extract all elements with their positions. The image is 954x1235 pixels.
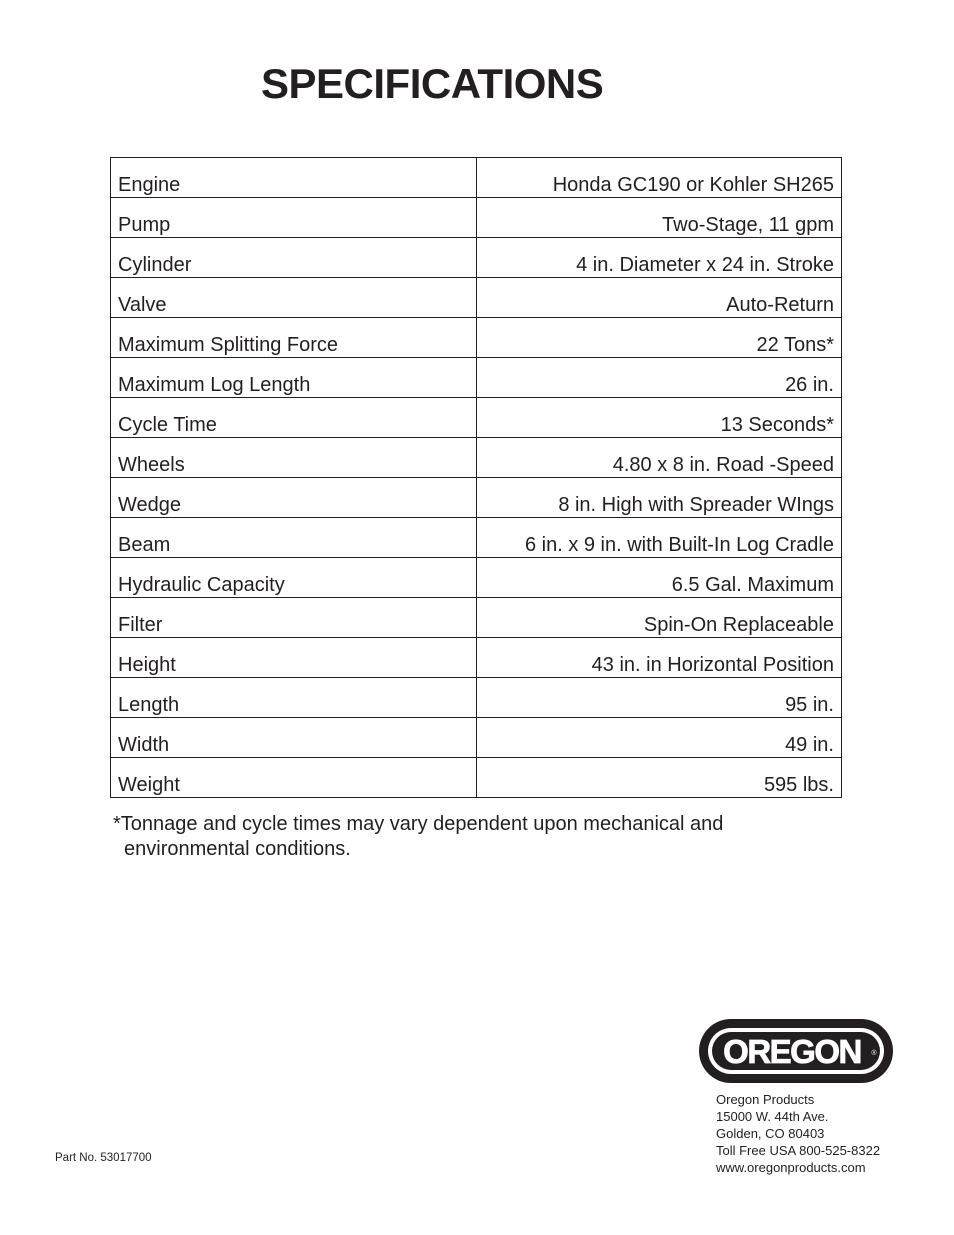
footnote-line-2: environmental conditions. [124, 838, 351, 860]
website: www.oregonproducts.com [716, 1160, 866, 1175]
table-row [111, 638, 842, 678]
spec-value: 6.5 Gal. Maximum [477, 558, 842, 598]
spec-label: Hydraulic Capacity [111, 558, 477, 598]
table-row [111, 158, 842, 198]
page-title: SPECIFICATIONS [261, 60, 604, 107]
spec-label: Maximum Log Length [111, 358, 477, 398]
spec-label: Width [111, 718, 477, 758]
table-row [111, 478, 842, 518]
spec-value: Two-Stage, 11 gpm [477, 198, 842, 238]
table-row [111, 678, 842, 718]
city-state-zip: Golden, CO 80403 [716, 1126, 825, 1141]
table-row [111, 438, 842, 478]
spec-value: 6 in. x 9 in. with Built-In Log Cradle [477, 518, 842, 558]
spec-label: Maximum Splitting Force [111, 318, 477, 358]
spec-label: Cylinder [111, 238, 477, 278]
oregon-logo [697, 1017, 895, 1090]
logo-wordmark: OREGON [723, 1033, 861, 1070]
spec-value: 13 Seconds* [477, 398, 842, 438]
table-row [111, 518, 842, 558]
table-row [111, 358, 842, 398]
company-address [716, 1091, 880, 1176]
table-row [111, 558, 842, 598]
spec-label: Weight [111, 758, 477, 798]
spec-label: Pump [111, 198, 477, 238]
spec-label: Height [111, 638, 477, 678]
spec-value: Honda GC190 or Kohler SH265 [477, 158, 842, 198]
spec-label: Length [111, 678, 477, 718]
spec-value: 26 in. [477, 358, 842, 398]
spec-value: 4 in. Diameter x 24 in. Stroke [477, 238, 842, 278]
spec-label: Filter [111, 598, 477, 638]
spec-value: 8 in. High with Spreader WIngs [477, 478, 842, 518]
spec-label: Valve [111, 278, 477, 318]
table-row [111, 398, 842, 438]
toll-free-phone: Toll Free USA 800-525-8322 [716, 1143, 881, 1158]
spec-value: Spin-On Replaceable [477, 598, 842, 638]
table-row [111, 198, 842, 238]
spec-value: 22 Tons* [477, 318, 842, 358]
table-row [111, 758, 842, 798]
table-row [111, 238, 842, 278]
registered-mark: ® [871, 1050, 877, 1057]
spec-label: Engine [111, 158, 477, 198]
table-row [111, 318, 842, 358]
spec-value: 95 in. [477, 678, 842, 718]
table-row [111, 718, 842, 758]
specifications-table [110, 157, 842, 798]
spec-value: 4.80 x 8 in. Road -Speed [477, 438, 842, 478]
street-address: 15000 W. 44th Ave. [716, 1109, 829, 1124]
spec-label: Beam [111, 518, 477, 558]
spec-value: 49 in. [477, 718, 842, 758]
spec-value: 595 lbs. [477, 758, 842, 798]
spec-value: Auto-Return [477, 278, 842, 318]
oregon-logo-graphic [697, 1017, 895, 1085]
table-row [111, 278, 842, 318]
spec-label: Cycle Time [111, 398, 477, 438]
footnote [113, 812, 833, 862]
specifications-table-body [111, 158, 842, 798]
spec-value: 43 in. in Horizontal Position [477, 638, 842, 678]
company-name: Oregon Products [716, 1092, 815, 1107]
spec-label: Wedge [111, 478, 477, 518]
part-number: Part No. 53017700 [55, 1152, 152, 1164]
spec-label: Wheels [111, 438, 477, 478]
table-row [111, 598, 842, 638]
footnote-line-1: *Tonnage and cycle times may vary dependent upon mechanical and [113, 813, 724, 835]
